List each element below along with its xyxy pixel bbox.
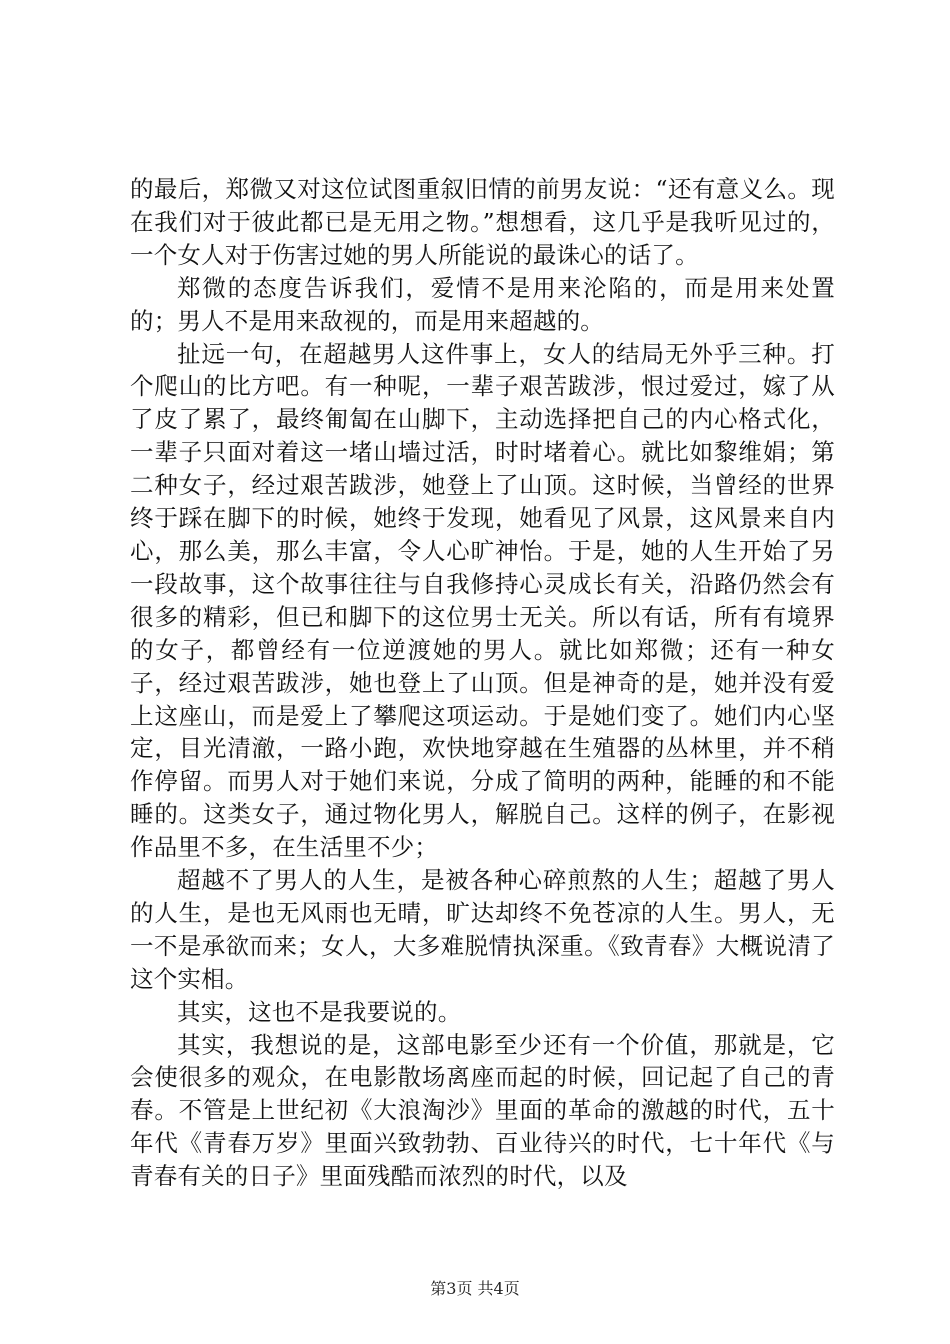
paragraph-5: 其实，这也不是我要说的。 [177,997,462,1026]
paragraph-4: 超越不了男人的人生，是被各种心碎煎熬的人生；超越了男人的人生，是也无风雨也无晴，旷达却终不免苍凉的人生。男人，无一不是承欲而来；女人，大多难脱情执深重。《致青春》大概说清了这个实相。 [130,866,835,993]
paragraph-1: 的最后，郑微又对这位试图重叙旧情的前男友说：“还有意义么。现在我们对于彼此都已是无用之物。”想想看，这几乎是我听见过的，一个女人对于伤害过她的男人所能说的最诛心的话了。 [130,175,835,269]
body-text [130,173,835,1193]
paragraph-2: 郑微的态度告诉我们，爱情不是用来沦陷的，而是用来处置的；男人不是用来敌视的，而是用来超越的。 [130,273,835,335]
page-footer [0,1276,950,1299]
paragraph-6: 其实，我想说的是，这部电影至少还有一个价值，那就是，它会使很多的观众，在电影散场离座而起的时候，回记起了自己的青春。不管是上世纪初《大浪淘沙》里面的革命的激越的时代，五十年代《青春万岁》里面兴致勃勃、百业待兴的时代，七十年代《与青春有关的日子》里面残酷而浓烈的时代，以及 [130,1030,835,1191]
paragraph-3: 扯远一句，在超越男人这件事上，女人的结局无外乎三种。打个爬山的比方吧。有一种呢，一辈子艰苦跋涉，恨过爱过，嫁了从了皮了累了，最终匍匐在山脚下，主动选择把自己的内心格式化，一辈子只面对着这一堵山墙过活，时时堵着心。就比如黎维娟；第二种女子，经过艰苦跋涉，她登上了山顶。这时候，当曾经的世界终于踩在脚下的时候，她终于发现，她看见了风景，这风景来自内心，那么美，那么丰富，令人心旷神怡。于是，她的人生开始了另一段故事，这个故事往往与自我修持心灵成长有关，沿路仍然会有很多的精彩，但已和脚下的这位男士无关。所以有话，所有有境界的女子，都曾经有一位逆渡她的男人。就比如郑微；还有一种女子，经过艰苦跋涉，她也登上了山顶。但是神奇的是，她并没有爱上这座山，而是爱上了攀爬这项运动。于是她们变了。她们内心坚定，目光清澈，一路小跑，欢快地穿越在生殖器的丛林里，并不稍作停留。而男人对于她们来说，分成了简明的两种，能睡的和不能睡的。这类女子，通过物化男人，解脱自己。这样的例子，在影视作品里不多，在生活里不少； [130,339,835,862]
page-number-label: 第3页 共4页 [430,1279,520,1298]
